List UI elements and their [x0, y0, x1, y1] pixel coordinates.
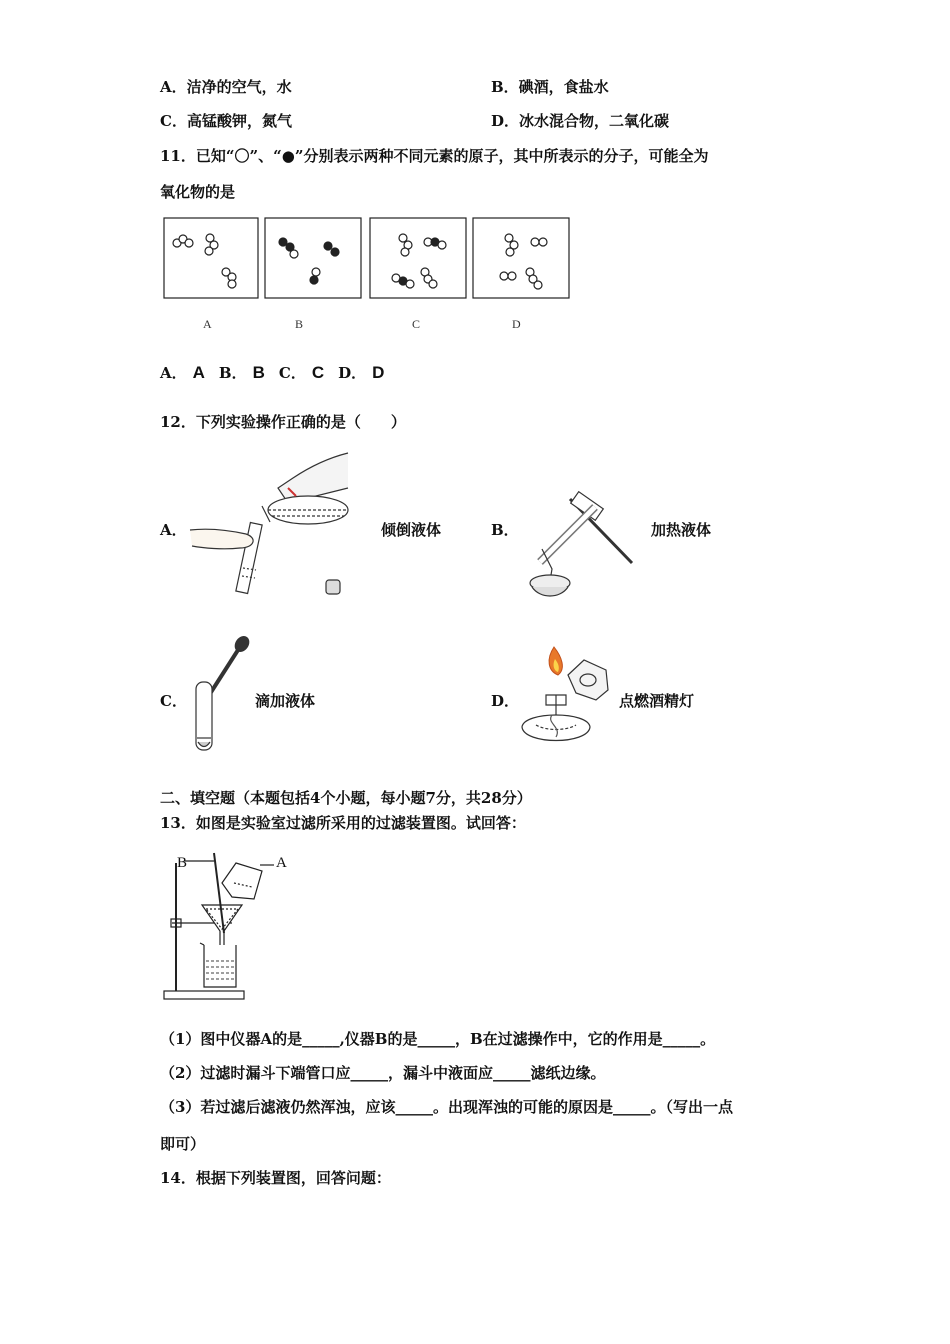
q13-sub1: （1）图中仪器A的是_____,仪器B的是_____，B在过滤操作中，它的作用是_____。 — [160, 1030, 716, 1048]
q12-option-a-label: 倾倒液体 — [381, 521, 442, 539]
section2-heading: 二、填空题（本题包括4个小题，每小题7分，共28分） — [160, 789, 532, 807]
q11-choice-a-prefix: A． — [160, 364, 187, 382]
q14-stem: 14．根据下列装置图，回答问题： — [160, 1169, 391, 1187]
lighting-alcohol-lamp-illustration — [516, 645, 616, 755]
q10-option-c: C．高锰酸钾，氮气 — [160, 112, 292, 130]
q10-option-a: A．洁净的空气，水 — [160, 78, 292, 96]
q13-stem: 13．如图是实验室过滤所采用的过滤装置图。试回答： — [160, 814, 526, 832]
q11-stem-line2: 氧化物的是 — [160, 183, 236, 201]
molecule-box-a — [164, 218, 258, 298]
q12-option-a-letter: A． — [160, 521, 187, 539]
q11-choice-a: A — [192, 363, 205, 382]
pouring-liquid-illustration — [188, 448, 363, 598]
q13-figure-label-a: A — [276, 855, 287, 871]
q10-option-b: B．碘酒，食盐水 — [491, 78, 609, 96]
heating-liquid-illustration — [520, 487, 635, 602]
molecule-box-b — [265, 218, 361, 298]
q11-choice-d: D — [372, 363, 385, 382]
q13-figure-label-b: B — [177, 855, 188, 871]
molecule-box-c — [370, 218, 466, 298]
q12-option-d-letter: D． — [491, 692, 520, 710]
q13-sub3-line1: （3）若过滤后滤液仍然浑浊，应该_____。出现浑浊的可能的原因是_____。（写出一点 — [160, 1098, 733, 1116]
molecule-box-d — [473, 218, 569, 298]
q11-choice-b-prefix: B． — [218, 364, 247, 382]
q13-sub3-line2: 即可） — [160, 1135, 206, 1153]
q10-option-d: D．冰水混合物，二氧化碳 — [491, 112, 670, 130]
q13-sub2: （2）过滤时漏斗下端管口应_____，漏斗中液面应_____滤纸边缘。 — [160, 1064, 606, 1082]
q11-choice-c: C — [311, 363, 325, 382]
q12-option-c-label: 滴加液体 — [255, 692, 316, 710]
q11-box-label-a: A — [203, 317, 212, 331]
q11-box-label-c: C — [412, 317, 421, 331]
q11-choice-d-prefix: D． — [338, 364, 367, 382]
q12-option-b-label: 加热液体 — [651, 521, 712, 539]
q12-option-b-letter: B． — [491, 521, 519, 539]
q11-choices — [160, 362, 398, 383]
q12-option-c-letter: C． — [160, 692, 187, 710]
q11-box-label-b: B — [295, 317, 304, 331]
filtration-apparatus-figure — [162, 853, 297, 1003]
q12-option-d-label: 点燃酒精灯 — [619, 692, 695, 710]
q12-stem: 12．下列实验操作正确的是（ ） — [160, 413, 406, 431]
q11-choice-b: B — [252, 363, 265, 382]
q11-choice-c-prefix: C． — [278, 364, 306, 382]
q11-box-label-d: D — [512, 317, 521, 331]
dropping-liquid-illustration — [192, 634, 252, 754]
q11-stem-line1: 11．已知“〇”、“●”分别表示两种不同元素的原子，其中所表示的分子，可能全为 — [160, 147, 709, 165]
q11-molecule-figure — [162, 216, 582, 306]
